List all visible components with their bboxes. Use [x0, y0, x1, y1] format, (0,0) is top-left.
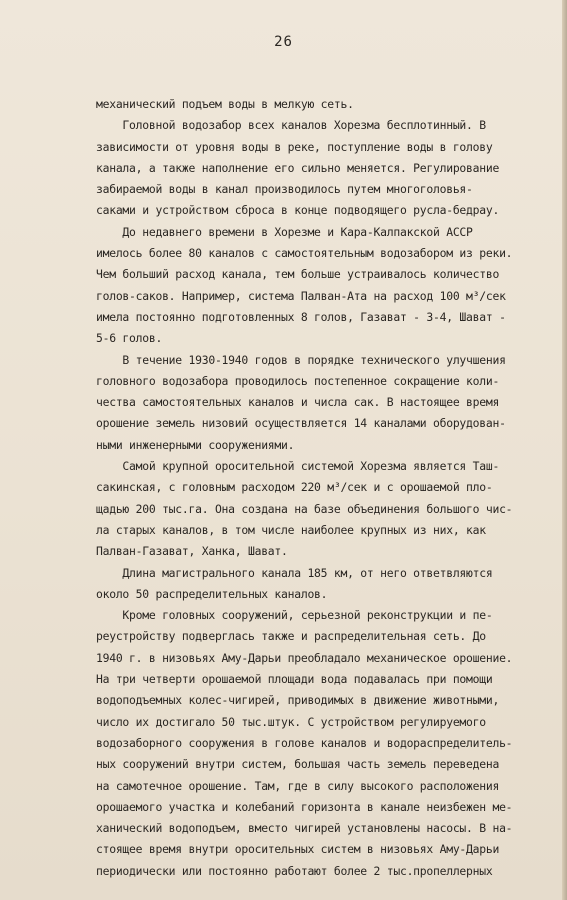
- text-line: число их достигало 50 тыс.штук. С устройством регулируемого: [96, 714, 486, 729]
- text-line: водоподъемных колес-чигирей, приводимых в движение животными,: [96, 693, 500, 708]
- text-line: В течение 1930-1940 годов в порядке технического улучшения: [96, 352, 506, 367]
- text-line: Головной водозабор всех каналов Хорезма бесплотинный. В: [96, 118, 486, 133]
- text-line: 1940 г. в низовьях Аму-Дарьи преобладало механическое орошение.: [96, 650, 513, 665]
- text-line: ными инженерными сооружениями.: [96, 437, 295, 452]
- text-line: Кроме головных сооружений, серьезной реконструкции и пе-: [96, 608, 493, 623]
- text-line: канала, а также наполнение его сильно меняется. Регулирование: [96, 160, 500, 175]
- text-line: Палван-Газават, Ханка, Шават.: [96, 544, 288, 559]
- text-line: голов-саков. Например, система Палван-Ата на расход 100 м³/сек: [96, 288, 506, 303]
- text-line: чества самостоятельных каналов и числа сак. В настоящее время: [96, 395, 500, 410]
- text-line: щадью 200 тыс.га. Она создана на базе объединения большого чис-: [96, 501, 513, 516]
- page-number: 26: [274, 34, 293, 50]
- text-line: стоящее время внутри оросительных систем в низовьях Аму-Дарьи: [96, 842, 500, 857]
- text-line: орошаемого участка и колебаний горизонта в канале неизбежен ме-: [96, 799, 513, 814]
- text-line: имела постоянно подготовленных 8 голов, Газават - 3-4, Шават -: [96, 309, 506, 324]
- text-line: водозаборного сооружения в голове каналов и водораспределитель-: [96, 735, 513, 750]
- text-line: саками и устройством сброса в конце подводящего русла-бедрау.: [96, 203, 500, 218]
- text-line: Самой крупной оросительной системой Хорезма является Таш-: [96, 459, 500, 474]
- text-line: забираемой воды в канал производилось путем многоголовья-: [96, 182, 473, 197]
- text-line: головного водозабора проводилось постепенное сокращение коли-: [96, 373, 500, 388]
- text-line: ханический водоподъем, вместо чигирей установлены насосы. В на-: [96, 821, 513, 836]
- text-line: механический подъем воды в мелкую сеть.: [96, 97, 354, 111]
- text-line: около 50 распределительных каналов.: [96, 586, 328, 601]
- text-line: 5-6 голов.: [96, 331, 163, 346]
- text-line: ных сооружений внутри систем, большая часть земель переведена: [96, 757, 500, 772]
- body-text: [96, 94, 566, 882]
- text-line: До недавнего времени в Хорезме и Кара-Калпакской АССР: [96, 224, 473, 239]
- text-line: Длина магистрального канала 185 км, от него ответвляются: [96, 565, 493, 580]
- text-line: зависимости от уровня воды в реке, поступление воды в голову: [96, 139, 493, 154]
- text-line: Чем больший расход канала, тем больше устраивалось количество: [96, 267, 500, 282]
- text-line: реустройству подверглась также и распределительная сеть. До: [96, 629, 486, 644]
- text-line: На три четверти орошаемой площади вода подавалась при помощи: [96, 672, 493, 687]
- text-line: периодически или постоянно работают более 2 тыс.пропеллерных: [96, 863, 493, 878]
- text-line: ла старых каналов, в том числе наиболее крупных из них, как: [96, 522, 486, 537]
- text-line: имелось более 80 каналов с самостоятельным водозабором из реки.: [96, 246, 513, 261]
- text-line: сакинская, с головным расходом 220 м³/сек и с орошаемой пло-: [96, 480, 493, 495]
- text-line: орошение земель низовий осуществляется 14 каналами оборудован-: [96, 416, 506, 431]
- text-line: на самотечное орошение. Там, где в силу высокого расположения: [96, 778, 500, 793]
